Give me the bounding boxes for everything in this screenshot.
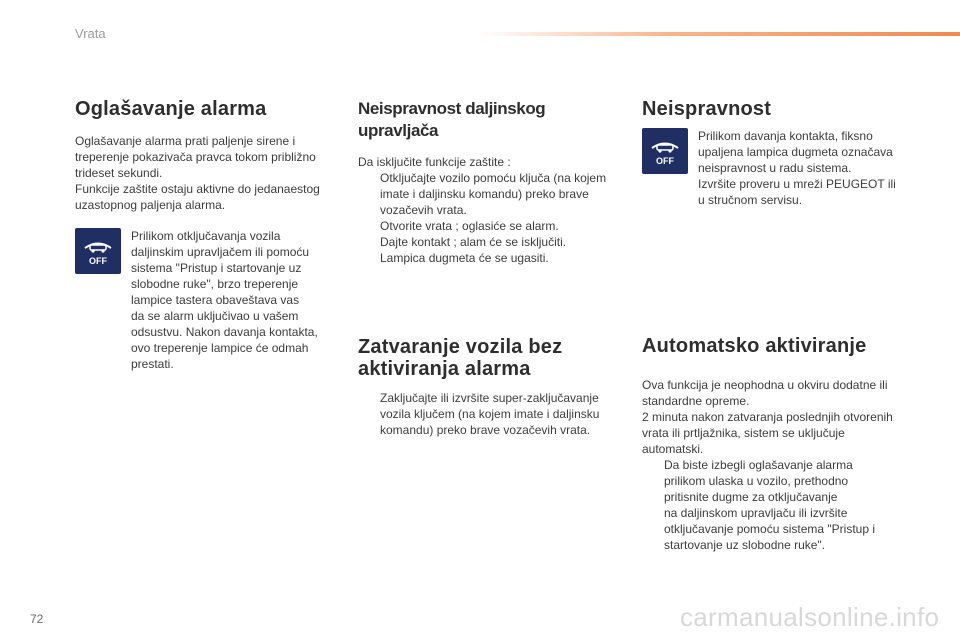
column-auto-activation bbox=[642, 335, 922, 553]
heading-auto-activation: Automatsko aktiviranje bbox=[642, 335, 867, 357]
text-line: otključavanje pomoću sistema "Pristup i bbox=[664, 522, 876, 536]
text-line: automatski. bbox=[642, 442, 704, 456]
text-line: na daljinskom upravljaču ili izvršite bbox=[664, 506, 848, 520]
header-gradient-bar bbox=[480, 32, 960, 36]
text-line: uzastopnog paljenja alarma. bbox=[75, 198, 226, 212]
text-line: pritisnite dugme za otključavanje bbox=[664, 490, 838, 504]
text-line: Prilikom otključavanja vozila bbox=[131, 229, 281, 243]
column-remote-fault bbox=[358, 98, 623, 266]
text-line: ovo treperenje lampice će odmah bbox=[131, 341, 309, 355]
text-line: daljinskim upravljačem ili pomoću bbox=[131, 245, 310, 259]
text-line: prilikom ulaska u vozilo, prethodno bbox=[664, 474, 849, 488]
section-label: Vrata bbox=[75, 26, 106, 41]
list-item bbox=[358, 170, 623, 218]
list-item bbox=[358, 218, 623, 234]
text-line: Zaključajte ili izvršite super-zaključavanje bbox=[380, 391, 599, 405]
column-alarm-triggering bbox=[75, 98, 340, 213]
off-label: OFF bbox=[656, 156, 674, 166]
heading-fault: Neispravnost bbox=[642, 98, 772, 120]
alarm-off-icon bbox=[642, 128, 688, 174]
text-line: Oglašavanje alarma prati paljenje sirene i bbox=[75, 134, 296, 148]
text-line: Funkcije zaštite ostaju aktivne do jedanaestog bbox=[75, 182, 320, 196]
text-line: vozačevih vrata. bbox=[380, 203, 467, 217]
text-line: startovanje uz slobodne ruke". bbox=[664, 538, 826, 552]
text-line: lampice tastera obaveštava vas bbox=[131, 293, 300, 307]
fault-explanation bbox=[698, 128, 913, 208]
column-fault bbox=[642, 98, 907, 120]
text-line: Otključajte vozilo pomoću ključa (na kojem bbox=[380, 171, 607, 185]
text-line: komandu) preko brave vozačevih vrata. bbox=[380, 423, 591, 437]
heading-line: Zatvaranje vozila bez bbox=[358, 336, 563, 358]
text-line: odsustvu. Nakon davanja kontakta, bbox=[131, 325, 318, 339]
column-lock-without-alarm bbox=[358, 336, 623, 438]
text-line: Lampica dugmeta će se ugasiti. bbox=[380, 251, 549, 265]
heading-remote-fault: Neispravnost daljinskog upravljača bbox=[358, 99, 546, 140]
text-line: vozila ključem (na kojem imate i daljinsku bbox=[380, 407, 600, 421]
text-line: standardne opreme. bbox=[642, 394, 750, 408]
text-line: imate i daljinsku komandu) preko brave bbox=[380, 187, 589, 201]
text-line: neispravnost u radu sistema. bbox=[698, 161, 852, 175]
text-line: sistema "Pristup i startovanje uz bbox=[131, 261, 302, 275]
text-line: trideset sekundi. bbox=[75, 166, 163, 180]
text-line: u stručnom servisu. bbox=[698, 193, 803, 207]
list-item bbox=[358, 390, 623, 438]
text-line: prestati. bbox=[131, 357, 174, 371]
text-line: upaljena lampica dugmeta označava bbox=[698, 145, 893, 159]
text-line: da se alarm uključivao u vašem bbox=[131, 309, 299, 323]
text-line: slobodne ruke", brzo treperenje bbox=[131, 277, 299, 291]
text-line: vrata ili prtljažnika, sistem se uključuje bbox=[642, 426, 845, 440]
intro-line: Da isključite funkcije zaštite : bbox=[358, 155, 511, 169]
heading-alarm-triggering: Oglašavanje alarma bbox=[75, 98, 267, 120]
text-line: Da biste izbegli oglašavanje alarma bbox=[664, 458, 853, 472]
text-line: Ova funkcija je neophodna u okviru dodatne ili bbox=[642, 378, 888, 392]
off-label: OFF bbox=[89, 256, 107, 266]
text-line: treperenje pokazivača pravca tokom približno bbox=[75, 150, 316, 164]
text-line: Izvršite proveru u mreži PEUGEOT ili bbox=[698, 177, 896, 191]
page-number: 72 bbox=[30, 612, 44, 626]
heading-lock-without-alarm bbox=[358, 336, 623, 380]
alarm-triggering-text bbox=[75, 133, 340, 213]
text-line: Prilikom davanja kontakta, fiksno bbox=[698, 129, 873, 143]
watermark: carmanualsonline.info bbox=[680, 602, 940, 632]
text-line: Otvorite vrata ; oglasiće se alarm. bbox=[380, 219, 559, 233]
alarm-off-icon bbox=[75, 228, 121, 274]
text-line: 2 minuta nakon zatvaranja poslednjih otvorenih bbox=[642, 410, 893, 424]
text-line: Dajte kontakt ; alam će se isključiti. bbox=[380, 235, 567, 249]
list-item bbox=[358, 234, 623, 266]
icon-explanation bbox=[131, 228, 331, 372]
heading-line: aktiviranja alarma bbox=[358, 358, 531, 380]
list-item bbox=[642, 457, 922, 553]
